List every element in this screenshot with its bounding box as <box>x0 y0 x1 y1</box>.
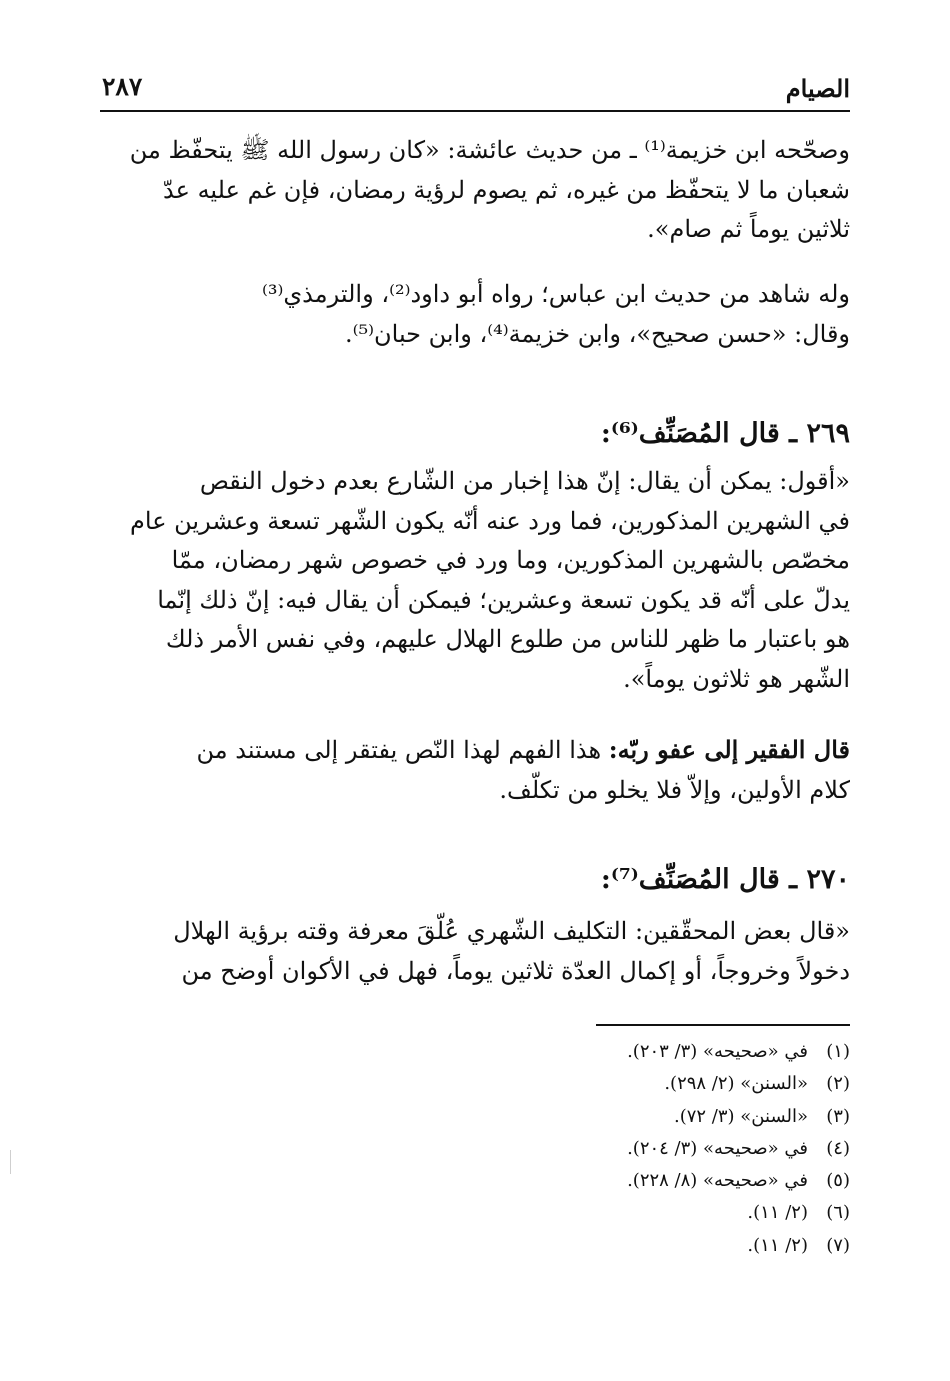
text-line: مخصّص بالشهرين المذكورين، وما ورد في خصوص شهر رمضان، ممّا <box>171 546 850 574</box>
page-header <box>100 66 850 112</box>
footnote <box>400 1230 850 1262</box>
text-line: شعبان ما لا يتحفّظ من غيره، ثم يصوم لرؤية رمضان، فإن غم عليه عدّ <box>163 175 850 204</box>
text-segment: هذا الفهم لهذا النّص يفتقر إلى مستند من <box>196 736 609 764</box>
text-line: ثلاثين يوماً ثم صام». <box>647 215 850 243</box>
footnote-text: (٢/ ١١). <box>747 1234 808 1256</box>
text-line: الشّهر هو ثلاثون يوماً». <box>623 664 850 693</box>
text-line <box>100 730 850 771</box>
section-heading-270: ٢٧٠ ـ قال المُصَنِّف⁽⁷⁾: <box>600 864 850 895</box>
footnote-number: (٣) <box>826 1105 850 1127</box>
paragraph-2 <box>100 275 850 354</box>
chapter-title: الصيام <box>785 74 850 103</box>
footnotes <box>400 1036 850 1262</box>
paragraph-1 <box>100 131 850 250</box>
footnote-text: «السنن» (٣/ ٧٢). <box>673 1105 808 1127</box>
text-line: «أقول: يمكن أن يقال: إنّ هذا إخبار من الشّارع بعدم دخول النقص <box>199 467 850 495</box>
footnote-text: (٢/ ١١). <box>747 1202 808 1224</box>
footnote-text: «السنن» (٢/ ٢٩٨). <box>664 1073 808 1095</box>
paragraph-4 <box>100 730 850 810</box>
text-line: دخولاً وخروجاً، أو إكمال العدّة ثلاثين يوماً، فهل في الأكوان أوضح من <box>181 956 850 985</box>
footnote-number: (٤) <box>826 1137 850 1159</box>
footnote-number: (٧) <box>826 1234 850 1256</box>
footnote <box>400 1036 850 1068</box>
footnote-number: (٥) <box>826 1170 850 1192</box>
text-line: في الشهرين المذكورين، فما ورد عنه أنّه يكون الشّهر تسعة وعشرين عام <box>130 506 850 535</box>
footnote-text: في «صحيحه» (٨/ ٢٢٨). <box>627 1170 808 1192</box>
text-line: «قال بعض المحقّقين: التكليف الشّهري عُلّقَ معرفة وقته برؤية الهلال <box>173 917 850 945</box>
footnote-number: (١) <box>826 1041 850 1062</box>
footnote <box>400 1165 850 1197</box>
page-number: ٢٨٧ <box>102 72 143 101</box>
footnote-divider <box>596 1024 850 1026</box>
footnote <box>400 1101 850 1133</box>
text-line: وقال: «حسن صحيح»، وابن خزيمة⁽⁴⁾، وابن حبان⁽⁵⁾. <box>344 319 850 348</box>
text-line: وله شاهد من حديث ابن عباس؛ رواه أبو داود⁽²⁾، والترمذي⁽³⁾ <box>261 280 850 308</box>
author-remark-lead: قال الفقير إلى عفو ربّه: <box>608 735 850 764</box>
section-heading-269: ٢٦٩ ـ قال المُصَنِّف⁽⁶⁾: <box>600 418 850 449</box>
footnote <box>400 1133 850 1165</box>
text-line: يدلّ على أنّه قد يكون تسعة وعشرين؛ فيمكن أن يقال فيه: إنّ ذلك إنّما <box>157 585 850 614</box>
text-line: هو باعتبار ما ظهر للناس من طلوع الهلال عليهم، وفي نفس الأمر ذلك <box>165 625 850 653</box>
text-line: كلام الأولين، وإلاّ فلا يخلو من تكلّف. <box>499 775 850 804</box>
footnote-text: في «صحيحه» (٣/ ٢٠٣). <box>627 1041 808 1062</box>
scan-margin-mark <box>10 1150 11 1174</box>
footnote-text: في «صحيحه» (٣/ ٢٠٤). <box>627 1137 808 1159</box>
footnote <box>400 1197 850 1229</box>
paragraph-3 <box>100 462 850 699</box>
footnote-number: (٦) <box>826 1202 850 1224</box>
footnote-number: (٢) <box>826 1073 850 1095</box>
paragraph-5 <box>100 912 850 991</box>
footnote <box>400 1068 850 1100</box>
text-line: وصحّحه ابن خزيمة⁽¹⁾ ـ من حديث عائشة: «كان رسول الله ﷺ يتحفّظ من <box>129 136 850 164</box>
